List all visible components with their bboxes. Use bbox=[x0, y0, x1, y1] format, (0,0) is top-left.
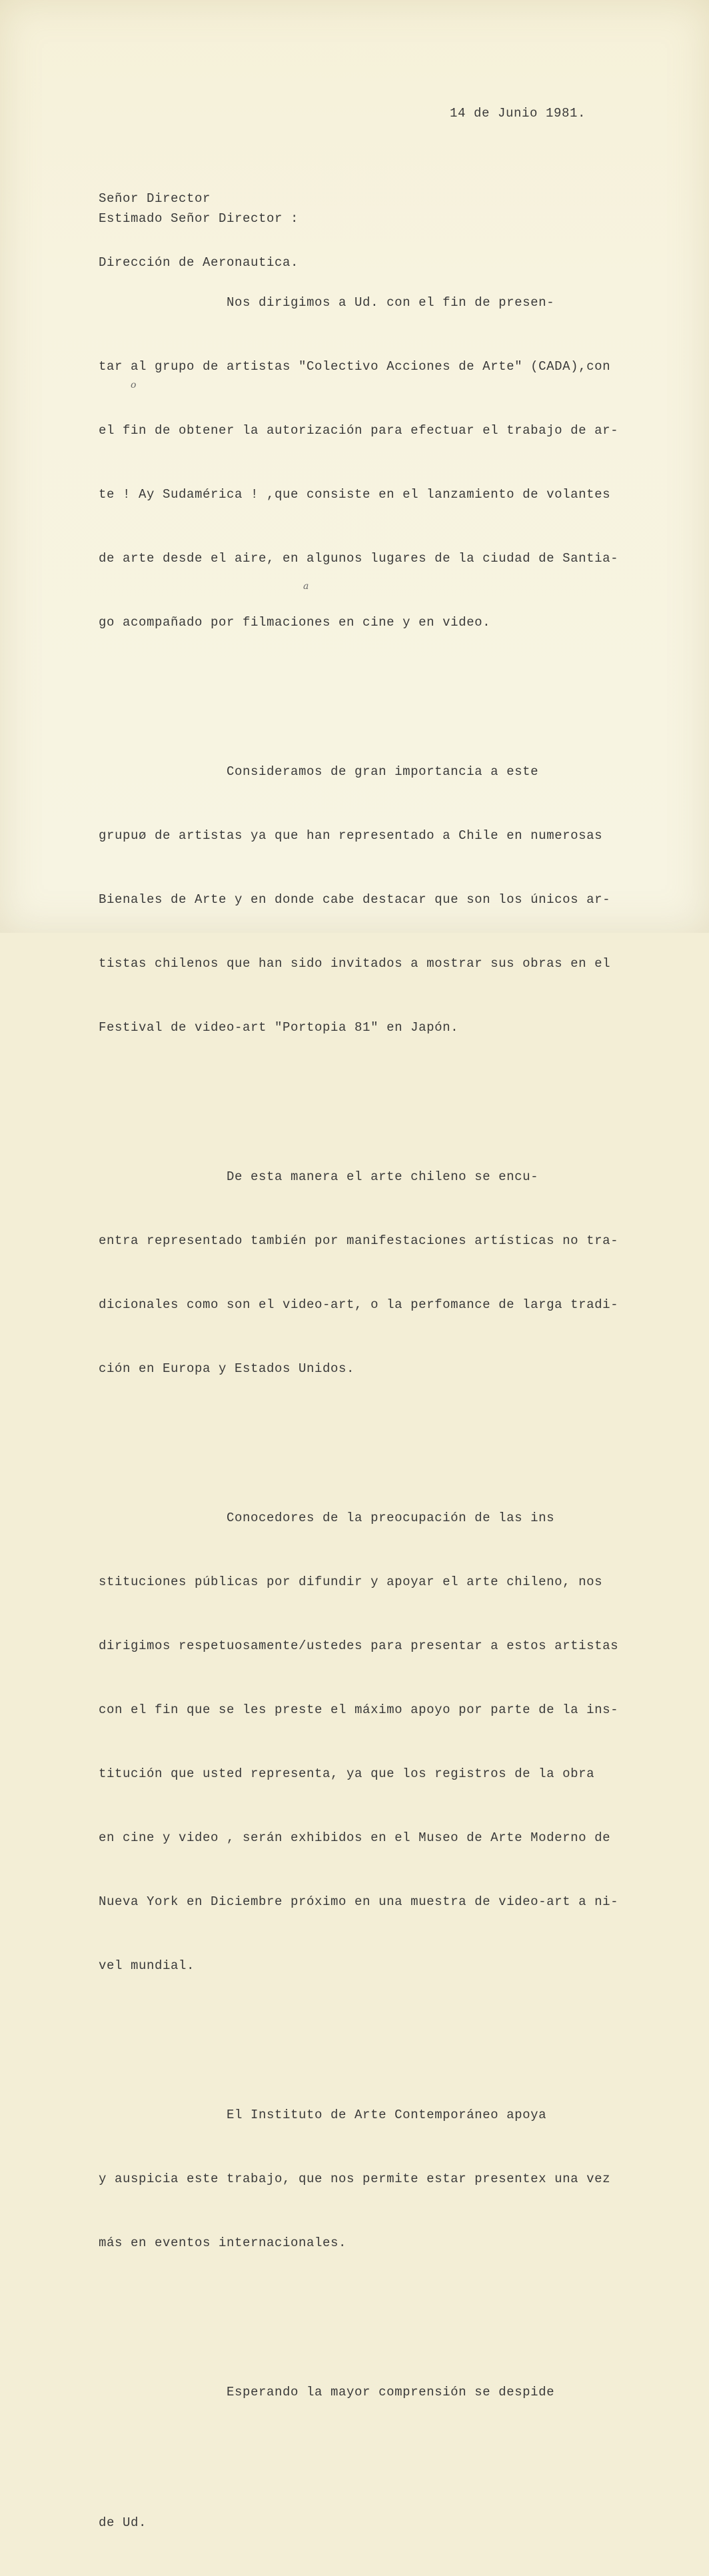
body-line: De esta manera el arte chileno se encu- bbox=[99, 1169, 539, 1184]
paragraph-gap bbox=[99, 2296, 618, 2317]
handwritten-correction: a bbox=[303, 581, 309, 592]
body-line: stituciones públicas por difundir y apoyar el arte chileno, nos bbox=[99, 1575, 603, 1589]
handwritten-correction: o bbox=[131, 380, 137, 390]
body-line: grupuø de artistas ya que han representado a Chile en numerosas bbox=[99, 828, 603, 843]
letter-body bbox=[99, 228, 618, 2576]
body-line: te ! Ay Sudamérica ! ,que consiste en el lanzamiento de volantes bbox=[99, 487, 611, 502]
body-line: Bienales de Arte y en donde cabe destacar que son los únicos ar- bbox=[99, 892, 611, 907]
letter-date: 14 de Junio 1981. bbox=[450, 106, 586, 121]
body-line: Festival de video-art "Portopia 81" en Japón. bbox=[99, 1020, 459, 1035]
body-line: Conocedores de la preocupación de las ins bbox=[99, 1511, 555, 1525]
body-line: en cine y video , serán exhibidos en el Museo de Arte Moderno de bbox=[99, 1830, 611, 1845]
body-line: tistas chilenos que han sido invitados a mostrar sus obras en el bbox=[99, 956, 611, 971]
paragraph-gap bbox=[99, 1081, 618, 1102]
body-line: titución que usted representa, ya que los registros de la obra bbox=[99, 1766, 595, 1781]
body-line: más en eventos internacionales. bbox=[99, 2236, 347, 2250]
body-line: de Ud. bbox=[99, 2515, 147, 2530]
body-line: Esperando la mayor comprensión se despide bbox=[99, 2385, 555, 2399]
body-line: el fin de obtener la autorización para efectuar el trabajo de ar- bbox=[99, 423, 619, 438]
body-line: ción en Europa y Estados Unidos. bbox=[99, 1361, 355, 1376]
salutation: Estimado Señor Director : bbox=[99, 211, 299, 226]
body-line: Consideramos de gran importancia a este bbox=[99, 764, 539, 779]
body-line: entra representado también por manifestaciones artísticas no tra- bbox=[99, 1233, 619, 1248]
paragraph-gap bbox=[99, 676, 618, 697]
body-line: go acompañado por filmaciones en cine y en video. bbox=[99, 615, 491, 630]
paragraph-gap bbox=[99, 1422, 618, 1443]
body-line: dicionales como son el video-art, o la perfomance de larga tradi- bbox=[99, 1297, 619, 1312]
body-line: Nos dirigimos a Ud. con el fin de presen- bbox=[99, 295, 555, 310]
body-line: vel mundial. bbox=[99, 1958, 195, 1973]
body-line: y auspicia este trabajo, que nos permite estar presentex una vez bbox=[99, 2172, 611, 2186]
paragraph-gap bbox=[99, 2445, 618, 2469]
addressee-line: Dirección de Aeronautica. bbox=[99, 255, 299, 270]
body-line: dirigimos respetuosamente/ustedes para presentar a estos artistas bbox=[99, 1638, 619, 1653]
body-line: El Instituto de Arte Contemporáneo apoya bbox=[99, 2108, 547, 2122]
addressee-line: Señor Director bbox=[99, 191, 211, 206]
body-line: con el fin que se les preste el máximo apoyo por parte de la ins- bbox=[99, 1702, 619, 1717]
body-line: Nueva York en Diciembre próximo en una muestra de video-art a ni- bbox=[99, 1894, 619, 1909]
paragraph-gap bbox=[99, 2019, 618, 2040]
body-line: tar al grupo de artistas "Colectivo Acciones de Arte" (CADA),con bbox=[99, 359, 611, 374]
body-line: de arte desde el aire, en algunos lugares de la ciudad de Santia- bbox=[99, 551, 619, 566]
